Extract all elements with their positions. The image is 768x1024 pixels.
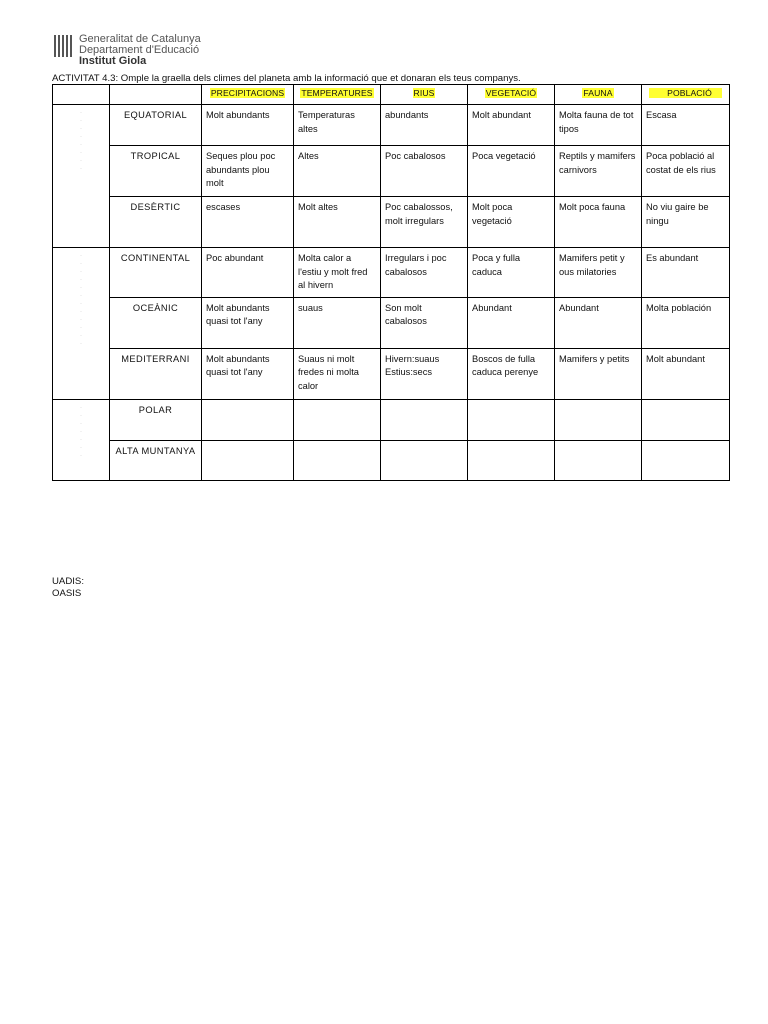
- table-cell: [202, 399, 294, 440]
- header-precipitacions: PRECIPITACIONS: [202, 85, 294, 105]
- table-cell: Es abundant: [642, 248, 730, 298]
- table-cell: Escasa: [642, 105, 730, 146]
- notes: [52, 576, 84, 600]
- table-row: [53, 348, 730, 399]
- table-cell: [468, 399, 555, 440]
- table-cell: Hivern:suaus Estius:secs: [381, 348, 468, 399]
- zone-cell-temperate: · · · · · · · · · · · ·: [53, 248, 110, 400]
- table-cell: Reptils y mamifers carnivors: [555, 146, 642, 197]
- table-cell: Poc cabalossos, molt irregulars: [381, 197, 468, 248]
- climate-name: CONTINENTAL: [110, 248, 202, 298]
- generalitat-emblem-icon: [54, 34, 74, 58]
- table-cell: Mamifers petit y ous milatories: [555, 248, 642, 298]
- table-cell: [642, 399, 730, 440]
- table-cell: [202, 440, 294, 480]
- table-cell: Seques plou poc abundants plou molt: [202, 146, 294, 197]
- table-cell: Molt abundants quasi tot l'any: [202, 348, 294, 399]
- table-cell: Molt abundants quasi tot l'any: [202, 297, 294, 348]
- logo-line-2: Departament d'Educació: [79, 44, 200, 56]
- table-cell: Poca vegetació: [468, 146, 555, 197]
- climate-name: POLAR: [110, 399, 202, 440]
- table-cell: Boscos de fulla caduca perenye: [468, 348, 555, 399]
- table-row: [53, 146, 730, 197]
- table-cell: Suaus ni molt fredes ni molta calor: [294, 348, 381, 399]
- table-cell: Molt poca vegetació: [468, 197, 555, 248]
- table-row: [53, 248, 730, 298]
- table-cell: Irregulars i poc cabalosos: [381, 248, 468, 298]
- table-row: [53, 105, 730, 146]
- table-cell: Abundant: [555, 297, 642, 348]
- table-cell: Abundant: [468, 297, 555, 348]
- table-row: [53, 197, 730, 248]
- table-cell: escases: [202, 197, 294, 248]
- table-cell: Mamifers y petits: [555, 348, 642, 399]
- climate-table: [52, 84, 730, 481]
- table-cell: [555, 399, 642, 440]
- table-cell: Poc abundant: [202, 248, 294, 298]
- climate-name: EQUATORIAL: [110, 105, 202, 146]
- activity-instruction: ACTIVITAT 4.3: Omple la graella dels climes del planeta amb la informació que et donaran els teus companys.: [52, 73, 521, 84]
- table-cell: [294, 399, 381, 440]
- table-cell: [381, 399, 468, 440]
- table-cell: Altes: [294, 146, 381, 197]
- logo-line-3: Institut Giola: [79, 55, 147, 67]
- table-cell: Molt altes: [294, 197, 381, 248]
- table-cell: suaus: [294, 297, 381, 348]
- table-cell: No viu gaire be ningu: [642, 197, 730, 248]
- table-cell: [468, 440, 555, 480]
- table-cell: Molta calor a l'estiu y molt fred al hivern: [294, 248, 381, 298]
- table-cell: Molt abundant: [642, 348, 730, 399]
- climate-name: TROPICAL: [110, 146, 202, 197]
- climate-name: MEDITERRANI: [110, 348, 202, 399]
- table-cell: abundants: [381, 105, 468, 146]
- table-cell: Molt abundant: [468, 105, 555, 146]
- table-row: [53, 399, 730, 440]
- note-oasis: OASIS: [52, 588, 82, 599]
- zone-cell-cold: · · · · · · ·: [53, 399, 110, 480]
- header-blank-2: [110, 85, 202, 105]
- table-cell: [555, 440, 642, 480]
- climate-name: DESÈRTIC: [110, 197, 202, 248]
- logo-line-1: Generalitat de Catalunya: [79, 33, 201, 45]
- table-row: [53, 440, 730, 480]
- header-row: [53, 85, 730, 105]
- climate-name: OCEÀNIC: [110, 297, 202, 348]
- table-cell: Molt abundants: [202, 105, 294, 146]
- table-cell: Poca y fulla caduca: [468, 248, 555, 298]
- table-cell: Molt poca fauna: [555, 197, 642, 248]
- table-cell: [381, 440, 468, 480]
- header-poblacio: POBLACIÓ: [642, 85, 730, 105]
- table-cell: Poc cabalosos: [381, 146, 468, 197]
- header-blank-1: [53, 85, 110, 105]
- climate-name: ALTA MUNTANYA: [110, 440, 202, 480]
- header-temperatures: TEMPERATURES: [294, 85, 381, 105]
- header-vegetacio: VEGETACIÓ: [468, 85, 555, 105]
- table-cell: Molta fauna de tot tipos: [555, 105, 642, 146]
- table-cell: [294, 440, 381, 480]
- header-rius: RIUS: [381, 85, 468, 105]
- table-cell: Molta población: [642, 297, 730, 348]
- note-uadis: UADIS:: [52, 576, 84, 587]
- zone-cell-warm: · · · · · · · ·: [53, 105, 110, 248]
- generalitat-logo: [54, 34, 214, 68]
- table-cell: Son molt cabalosos: [381, 297, 468, 348]
- table-cell: Poca població al costat de els rius: [642, 146, 730, 197]
- table-cell: Temperaturas altes: [294, 105, 381, 146]
- table-cell: [642, 440, 730, 480]
- table-row: [53, 297, 730, 348]
- header-fauna: FAUNA: [555, 85, 642, 105]
- logo-text: [79, 34, 201, 67]
